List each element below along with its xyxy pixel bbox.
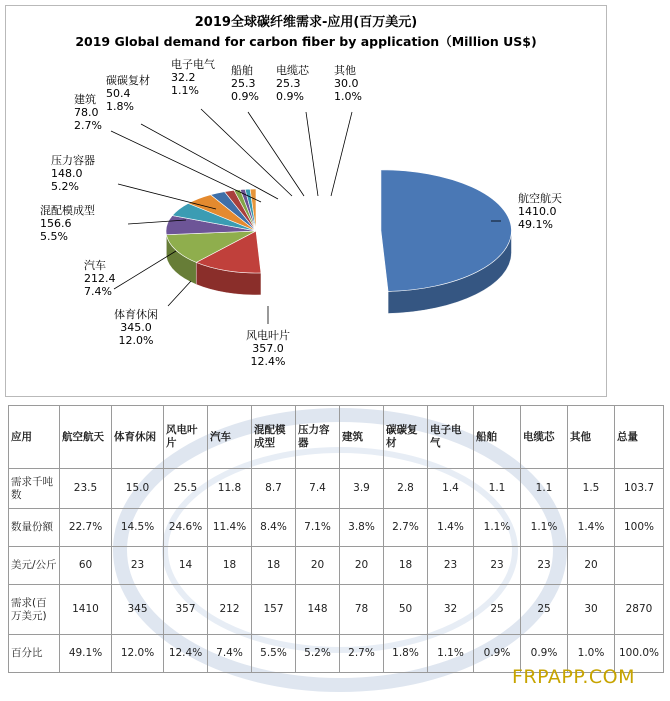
slice-value-label: 212.4 bbox=[84, 272, 116, 285]
slice-percent-label: 7.4% bbox=[84, 285, 112, 298]
table-cell: 1.1% bbox=[428, 635, 474, 673]
table-cell: 7.4 bbox=[296, 469, 340, 509]
table-cell: 7.1% bbox=[296, 509, 340, 547]
slice-name-label: 建筑 bbox=[74, 93, 96, 106]
table-cell bbox=[615, 547, 664, 585]
slice-percent-label: 1.1% bbox=[171, 84, 199, 97]
slice-value-label: 345.0 bbox=[120, 321, 152, 334]
table-cell: 1.0% bbox=[568, 635, 615, 673]
table-cell: 24.6% bbox=[164, 509, 208, 547]
table-cell: 12.0% bbox=[112, 635, 164, 673]
table-cell: 8.4% bbox=[252, 509, 296, 547]
table-cell: 12.4% bbox=[164, 635, 208, 673]
row-label: 美元/公斤 bbox=[9, 547, 60, 585]
leader-line bbox=[111, 131, 261, 202]
table-header-row bbox=[9, 406, 664, 469]
slice-name-label: 混配模成型 bbox=[40, 204, 95, 217]
column-header: 电缆芯 bbox=[521, 406, 568, 469]
table-cell: 1.1 bbox=[474, 469, 521, 509]
slice-value-label: 25.3 bbox=[231, 77, 256, 90]
table-cell: 157 bbox=[252, 585, 296, 635]
table-cell: 1.8% bbox=[384, 635, 428, 673]
column-header: 碳碳复材 bbox=[384, 406, 428, 469]
table-cell: 5.2% bbox=[296, 635, 340, 673]
table-cell: 14.5% bbox=[112, 509, 164, 547]
leader-line bbox=[168, 281, 191, 306]
leader-line bbox=[118, 184, 216, 209]
column-header: 汽车 bbox=[208, 406, 252, 469]
slice-name-label: 压力容器 bbox=[51, 154, 95, 167]
table-cell: 23 bbox=[521, 547, 568, 585]
table-cell: 2.7% bbox=[340, 635, 384, 673]
column-header: 建筑 bbox=[340, 406, 384, 469]
table-cell: 0.9% bbox=[521, 635, 568, 673]
table-row bbox=[9, 469, 664, 509]
table-cell: 2.8 bbox=[384, 469, 428, 509]
slice-name-label: 风电叶片 bbox=[246, 329, 290, 342]
pie-chart bbox=[6, 6, 606, 396]
column-header: 船舶 bbox=[474, 406, 521, 469]
table-cell: 100% bbox=[615, 509, 664, 547]
row-label: 需求千吨数 bbox=[9, 469, 60, 509]
table-cell: 23 bbox=[112, 547, 164, 585]
slice-percent-label: 1.8% bbox=[106, 100, 134, 113]
table-row bbox=[9, 509, 664, 547]
table-cell: 18 bbox=[208, 547, 252, 585]
chart-panel bbox=[5, 5, 607, 397]
table-cell: 23.5 bbox=[60, 469, 112, 509]
slice-percent-label: 2.7% bbox=[74, 119, 102, 132]
slice-value-label: 32.2 bbox=[171, 71, 196, 84]
table-cell: 32 bbox=[428, 585, 474, 635]
slice-percent-label: 5.5% bbox=[40, 230, 68, 243]
table-cell: 357 bbox=[164, 585, 208, 635]
table-row bbox=[9, 585, 664, 635]
table-cell: 1.4 bbox=[428, 469, 474, 509]
slice-name-label: 电缆芯 bbox=[276, 64, 309, 77]
table-cell: 50 bbox=[384, 585, 428, 635]
table-cell: 1.4% bbox=[428, 509, 474, 547]
slice-name-label: 电子电气 bbox=[171, 58, 215, 71]
table-cell: 1410 bbox=[60, 585, 112, 635]
slice-value-label: 30.0 bbox=[334, 77, 359, 90]
table-cell: 345 bbox=[112, 585, 164, 635]
slice-percent-label: 12.4% bbox=[250, 355, 286, 368]
slice-percent-label: 0.9% bbox=[231, 90, 259, 103]
table-cell: 2.7% bbox=[384, 509, 428, 547]
column-header: 其他 bbox=[568, 406, 615, 469]
table-cell: 20 bbox=[568, 547, 615, 585]
leader-line bbox=[201, 109, 292, 196]
table-cell: 103.7 bbox=[615, 469, 664, 509]
slice-percent-label: 49.1% bbox=[518, 218, 553, 231]
column-header: 混配模成型 bbox=[252, 406, 296, 469]
chart-title: 2019全球碳纤维需求-应用(百万美元) bbox=[194, 15, 418, 30]
chart-subtitle: 2019 Global demand for carbon fiber by application（Million US$) bbox=[75, 34, 537, 49]
row-label: 需求(百万美元) bbox=[9, 585, 60, 635]
slice-value-label: 357.0 bbox=[252, 342, 284, 355]
table-cell: 100.0% bbox=[615, 635, 664, 673]
slice-name-label: 碳碳复材 bbox=[106, 74, 150, 87]
row-label: 百分比 bbox=[9, 635, 60, 673]
slice-name-label: 其他 bbox=[334, 64, 356, 77]
table-cell: 22.7% bbox=[60, 509, 112, 547]
table-cell: 1.5 bbox=[568, 469, 615, 509]
table-cell: 20 bbox=[296, 547, 340, 585]
leader-line bbox=[141, 124, 278, 199]
slice-value-label: 25.3 bbox=[276, 77, 301, 90]
pie-slices bbox=[166, 170, 511, 314]
slice-value-label: 78.0 bbox=[74, 106, 99, 119]
table-cell: 11.8 bbox=[208, 469, 252, 509]
slice-percent-label: 0.9% bbox=[276, 90, 304, 103]
slice-value-label: 156.6 bbox=[40, 217, 72, 230]
table-cell: 1.1% bbox=[521, 509, 568, 547]
column-header: 总量 bbox=[615, 406, 664, 469]
table-cell: 3.9 bbox=[340, 469, 384, 509]
table-cell: 25 bbox=[521, 585, 568, 635]
table-cell: 30 bbox=[568, 585, 615, 635]
slice-value-label: 148.0 bbox=[51, 167, 83, 180]
table-cell: 78 bbox=[340, 585, 384, 635]
table-cell: 148 bbox=[296, 585, 340, 635]
table-cell: 18 bbox=[252, 547, 296, 585]
slice-percent-label: 1.0% bbox=[334, 90, 362, 103]
slice-name-label: 体育休闲 bbox=[114, 308, 158, 321]
leader-line bbox=[248, 112, 304, 196]
slice-percent-label: 12.0% bbox=[118, 334, 154, 347]
column-header: 压力容器 bbox=[296, 406, 340, 469]
table-cell: 1.1% bbox=[474, 509, 521, 547]
row-label: 数量份额 bbox=[9, 509, 60, 547]
table-cell: 23 bbox=[428, 547, 474, 585]
table-cell: 7.4% bbox=[208, 635, 252, 673]
table-cell: 23 bbox=[474, 547, 521, 585]
table-row bbox=[9, 547, 664, 585]
table-cell: 5.5% bbox=[252, 635, 296, 673]
table-cell: 212 bbox=[208, 585, 252, 635]
table-cell: 20 bbox=[340, 547, 384, 585]
table-cell: 0.9% bbox=[474, 635, 521, 673]
leader-line bbox=[331, 112, 352, 196]
column-header: 体育休闲 bbox=[112, 406, 164, 469]
table-cell: 1.4% bbox=[568, 509, 615, 547]
column-header: 电子电气 bbox=[428, 406, 474, 469]
site-watermark: FRPAPP.COM bbox=[512, 666, 635, 688]
table-cell: 18 bbox=[384, 547, 428, 585]
table-cell: 11.4% bbox=[208, 509, 252, 547]
table-cell: 3.8% bbox=[340, 509, 384, 547]
column-header: 风电叶片 bbox=[164, 406, 208, 469]
table-cell: 25 bbox=[474, 585, 521, 635]
slice-value-label: 50.4 bbox=[106, 87, 131, 100]
slice-name-label: 航空航天 bbox=[518, 192, 562, 205]
table-cell: 1.1 bbox=[521, 469, 568, 509]
slice-percent-label: 5.2% bbox=[51, 180, 79, 193]
slice-name-label: 汽车 bbox=[84, 259, 106, 272]
table-cell: 25.5 bbox=[164, 469, 208, 509]
leader-line bbox=[306, 112, 318, 196]
leader-line bbox=[114, 251, 176, 289]
slice-value-label: 1410.0 bbox=[518, 205, 557, 218]
column-header: 航空航天 bbox=[60, 406, 112, 469]
table-cell: 2870 bbox=[615, 585, 664, 635]
table-cell: 49.1% bbox=[60, 635, 112, 673]
table-cell: 60 bbox=[60, 547, 112, 585]
column-header: 应用 bbox=[9, 406, 60, 469]
table-cell: 8.7 bbox=[252, 469, 296, 509]
demand-table bbox=[8, 405, 664, 673]
table-cell: 14 bbox=[164, 547, 208, 585]
table-cell: 15.0 bbox=[112, 469, 164, 509]
slice-name-label: 船舶 bbox=[231, 64, 253, 77]
